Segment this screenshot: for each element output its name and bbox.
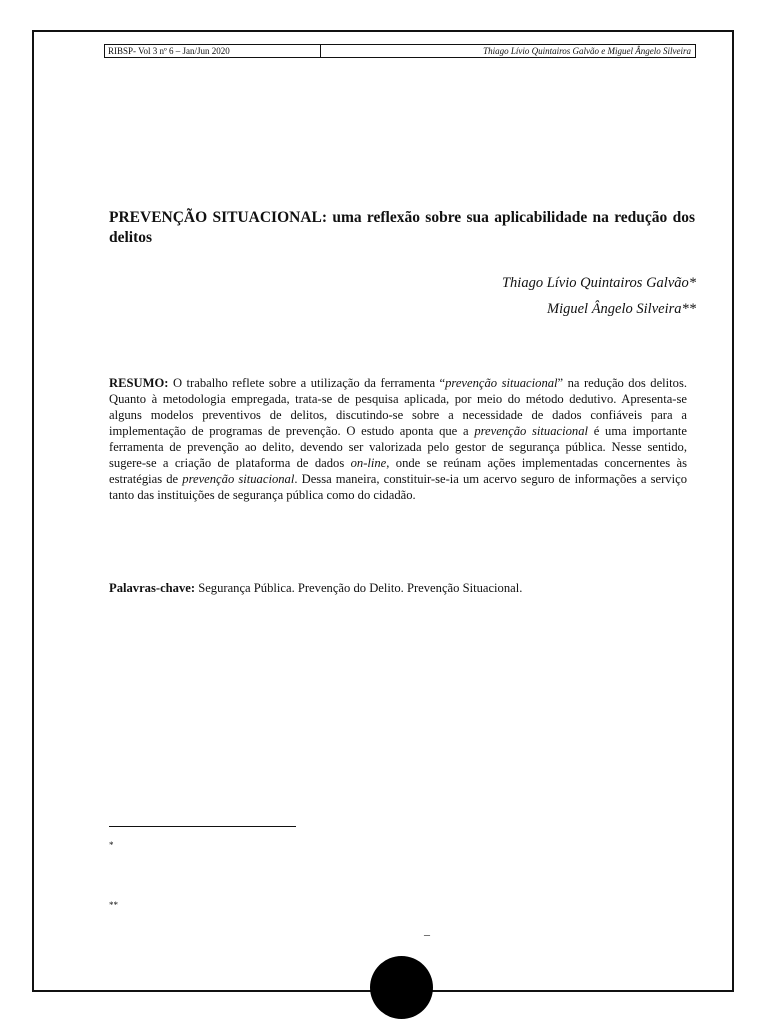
title-sub: uma reflexão sobre sua aplicabilidade na redução dos delitos	[109, 209, 695, 246]
abstract-text-2: ” na redução dos delitos. Quanto à metodologia empregada, trata-se de pesquisa aplicada, por meio do método dedutivo. Apresenta-se alguns modelos preventivos de delitos, discutindo-se sobre a necessidade de dados confiáveis para a implementação de programas de prevenção. O estudo aponta que a	[109, 376, 688, 438]
abstract-text-5: . Dessa maneira, constituir-se-ia um acervo seguro de informações a serviço tanto das instituições de segurança pública como do cidadão.	[109, 472, 687, 502]
keywords-text: Segurança Pública. Prevenção do Delito. Prevenção Situacional.	[195, 581, 523, 595]
abstract-term-2: prevenção situacional	[474, 424, 588, 438]
footnote-divider	[109, 826, 296, 827]
keywords-label: Palavras-chave:	[109, 581, 196, 595]
keywords	[109, 580, 695, 596]
page-border	[32, 30, 734, 992]
author-2: Miguel Ângelo Silveira**	[547, 301, 696, 317]
header-journal: RIBSP- Vol 3 nº 6 – Jan/Jun 2020	[105, 45, 321, 57]
paper-title	[109, 208, 695, 248]
title-main: PREVENÇÃO SITUACIONAL:	[109, 209, 328, 226]
running-header	[104, 44, 696, 58]
footnote-1: *	[109, 840, 114, 850]
abstract-label: RESUMO:	[109, 376, 169, 390]
abstract-text-1: O trabalho reflete sobre a utilização da ferramenta “	[168, 376, 446, 390]
abstract-term-4: prevenção situacional	[182, 472, 295, 486]
page-marker: –	[424, 927, 430, 941]
abstract-text-4: , onde se reúnam ações implementadas concernentes às estratégias de	[109, 456, 687, 486]
author-1: Thiago Lívio Quintairos Galvão*	[501, 275, 696, 291]
footnote-2: **	[109, 900, 118, 910]
page-number-circle	[370, 956, 433, 1019]
abstract-term-1: prevenção situacional	[445, 376, 558, 390]
abstract	[109, 375, 687, 503]
abstract-term-3: on-line	[350, 456, 387, 470]
abstract-text-3: é uma importante ferramenta de prevenção ao delito, devendo ser valorizada pelo gestor de segurança pública. Nesse sentido, sugere-se a criação de plataforma de dados	[109, 424, 688, 470]
author-list	[300, 270, 696, 322]
header-authors: Thiago Lívio Quintairos Galvão e Miguel Ângelo Silveira	[483, 46, 691, 56]
